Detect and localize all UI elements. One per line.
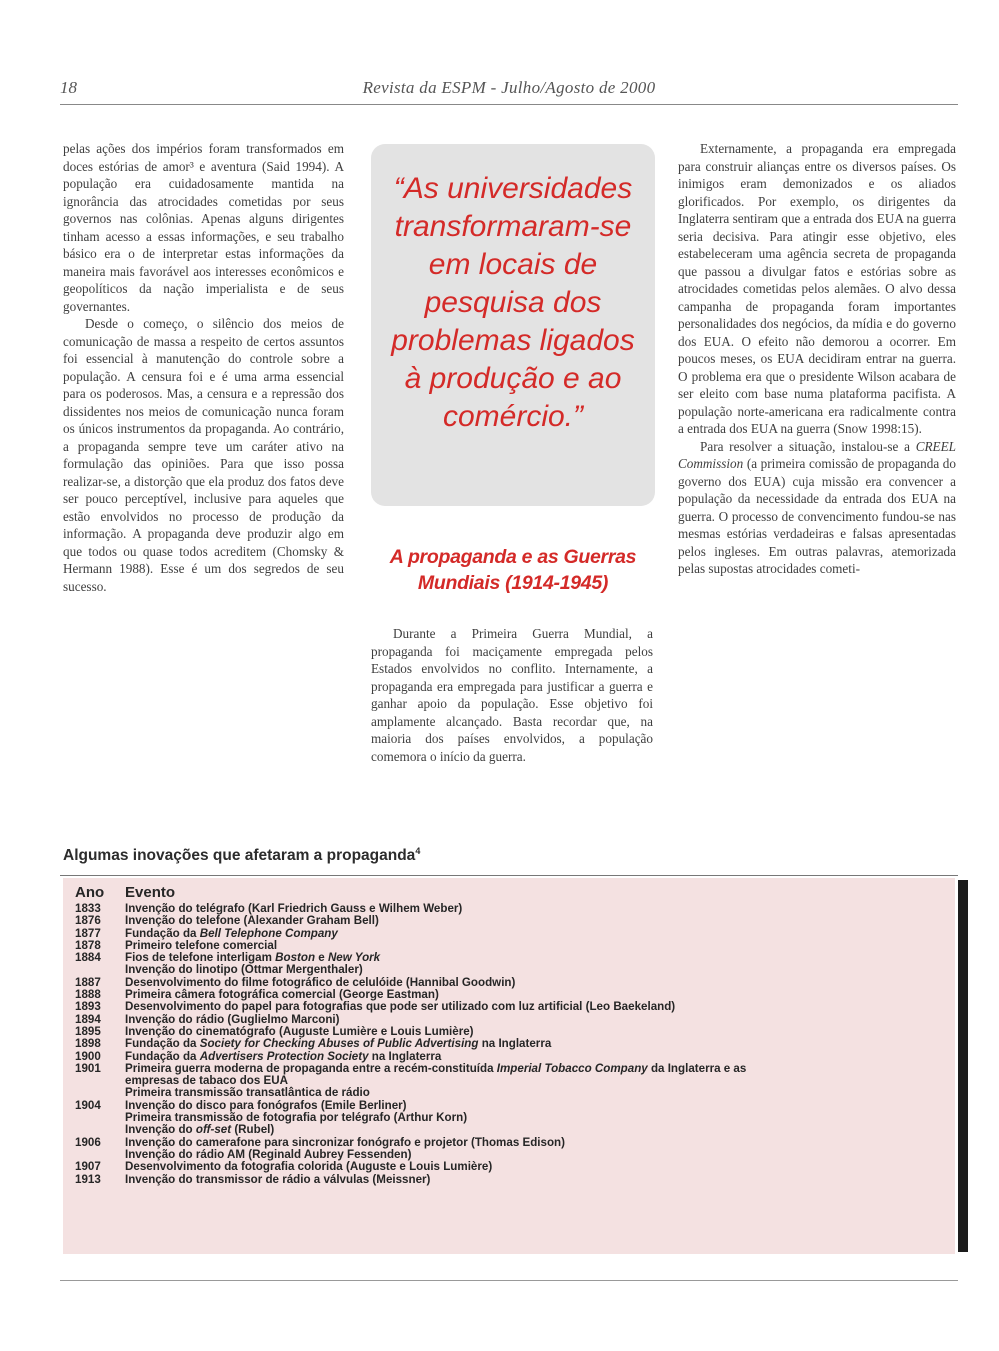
table-side-bar — [958, 880, 968, 1252]
row-year: 1877 — [75, 926, 101, 940]
row-event-line: Primeira transmissão transatlântica de rádio — [125, 1086, 370, 1100]
row-event-line: Primeira guerra moderna de propaganda entre a recém-constituída Imperial Tobacco Company da Inglaterra e as — [125, 1061, 747, 1075]
row-event-line: Fundação da Advertisers Protection Society na Inglaterra — [125, 1049, 442, 1063]
row-event-line: empresas de tabaco dos EUA — [125, 1074, 289, 1088]
row-year: 1876 — [75, 914, 101, 928]
table-row — [75, 1174, 955, 1186]
table-body — [75, 903, 955, 1186]
row-event-line: Invenção do telefone (Alexander Graham Bell) — [125, 914, 379, 928]
page-number: 18 — [60, 78, 77, 97]
row-event-line: Invenção do rádio AM (Reginald Aubrey Fessenden) — [125, 1147, 412, 1161]
row-event-line: Invenção do linotipo (Ottmar Mergenthaler) — [125, 963, 363, 977]
col-header-event: Evento — [125, 884, 176, 901]
footnote-marker: 4 — [415, 846, 421, 856]
row-event-line: Primeira câmera fotográfica comercial (George Eastman) — [125, 988, 439, 1002]
row-event-line: Invenção do cinematógrafo (Auguste Lumière e Louis Lumière) — [125, 1024, 474, 1038]
left-column — [63, 140, 344, 595]
table-title-text: Algumas inovações que afetaram a propaganda — [63, 847, 416, 865]
row-year: 1833 — [75, 902, 101, 915]
row-event-line: Invenção do disco para fonógrafos (Emile Berliner) — [125, 1098, 407, 1112]
journal-title: Revista da ESPM - Julho/Agosto de 2000 — [362, 78, 656, 97]
row-year: 1906 — [75, 1135, 101, 1149]
row-year: 1887 — [75, 975, 101, 989]
middle-column — [371, 625, 653, 765]
pull-quote-text: “As universidades transformaram-se em locais de pesquisa dos problemas ligados à produção e ao comércio.” — [391, 172, 635, 433]
row-year: 1898 — [75, 1037, 101, 1051]
row-year: 1913 — [75, 1172, 101, 1186]
row-event-line: Invenção do camerafone para sincronizar fonógrafo e projetor (Thomas Edison) — [125, 1135, 565, 1149]
row-year: 1878 — [75, 938, 101, 952]
row-event-line: Invenção do transmissor de rádio a válvulas (Meissner) — [125, 1172, 431, 1186]
row-year: 1894 — [75, 1012, 101, 1026]
row-event-line: Fundação da Society for Checking Abuses of Public Advertising na Inglaterra — [125, 1037, 552, 1051]
row-event-line: Invenção do rádio (Guglielmo Marconi) — [125, 1012, 340, 1026]
row-year: 1904 — [75, 1098, 101, 1112]
row-event-line: Fios de telefone interligam Boston e New York — [125, 951, 381, 965]
right-paragraph-2: Para resolver a situação, instalou-se a CREEL Commission (a primeira comissão de propaganda do governo dos EUA) cuja missão era convencer a população da necessidade da entrada dos EUA na guerra. O processo de convencimento fundou-se nas mesmas estórias verdadeiras e falsas apresentadas pelos ingleses. Em outras palavras, atemorizada pelas supostas atrocidades cometi- — [678, 438, 956, 576]
row-year: 1884 — [75, 951, 101, 965]
left-paragraph-2: Desde o começo, o silêncio dos meios de comunicação de massa a respeito de certos assuntos foi essencial à manutenção do controle sobre a população. A censura foi e é uma arma essencial para os poderosos. Mas, a censura e a repressão dos dissidentes nos meios de comunicação nunca foram os únicos instrumentos da propaganda. Ao contrário, a propaganda sempre teve um caráter ativo na formulação das opiniões. Para que isso possa realizar-se, a distorção que ela produz dos fatos deve ser pouco perceptível, inclusive para aqueles que estão envolvidos no processo de produção da informação. A propaganda deve produzir algo em que todos ou quase todos acreditem (Chomsky & Hermann 1988). Esse é um dos segredos de seu sucesso. — [63, 316, 344, 594]
row-event-line: Primeiro telefone comercial — [125, 938, 278, 952]
right-column — [678, 140, 956, 578]
right-paragraph-1: Externamente, a propaganda era empregada para construir alianças entre os diversos países. Os inimigos eram demonizados e os aliados glorificados. Por exemplo, os dirigentes da Inglaterra sentiram que a entrada dos EUA na guerra seria decisiva. Para atingir esse objetivo, eles estabeleceram uma agência secreta de propaganda que passou a divulgar fatos e estórias sobre as atrocidades cometidas pelos alemães. O alvo dessa campanha de propaganda foram importantes personalidades dos negócios, da mídia e do governo dos EUA. O efeito não demorou a ocorrer. Em poucos meses, os EUA decidiram entrar na guerra. O problema era que o presidente Wilson acabara de ser eleito com base numa plataforma pacifista. A população norte-americana era radicalmente contra a entrada dos EUA na guerra (Snow 1998:15). — [678, 141, 956, 436]
table-row — [75, 1161, 955, 1173]
row-year: 1901 — [75, 1061, 101, 1075]
row-event-line: Desenvolvimento do papel para fotografias que pode ser utilizado com luz artificial (Leo Baekeland) — [125, 1000, 676, 1014]
row-year: 1893 — [75, 1000, 101, 1014]
header-divider — [60, 104, 958, 105]
table-row — [75, 1100, 955, 1137]
bottom-rule — [60, 1280, 958, 1281]
row-year: 1907 — [75, 1160, 101, 1174]
row-event-line: Desenvolvimento do filme fotográfico de celulóide (Hannibal Goodwin) — [125, 975, 516, 989]
table-top-rule — [60, 875, 958, 876]
middle-paragraph-1: Durante a Primeira Guerra Mundial, a propaganda foi maciçamente empregada pelos Estados envolvidos no conflito. Internamente, a propaganda era empregada para justificar a guerra e ganhar apoio da população. Esse objetivo foi amplamente alcançado. Basta recordar que, na maioria dos países envolvidos, a população comemora o início da guerra. — [371, 626, 653, 764]
row-event-line: Invenção do off-set (Rubel) — [125, 1123, 275, 1137]
pull-quote-box — [371, 144, 655, 506]
row-event-line: Fundação da Bell Telephone Company — [125, 926, 338, 940]
table-title — [63, 846, 420, 865]
section-heading: A propaganda e as Guerras Mundiais (1914-1945) — [389, 546, 637, 594]
row-event-line: Desenvolvimento da fotografia colorida (Auguste e Louis Lumière) — [125, 1160, 493, 1174]
table-row — [75, 1001, 955, 1013]
row-event-line: Primeira transmissão de fotografia por telégrafo (Arthur Korn) — [125, 1111, 468, 1125]
table-row — [75, 1063, 955, 1100]
row-year: 1900 — [75, 1049, 101, 1063]
row-event-line: Invenção do telégrafo (Karl Friedrich Gauss e Wilhem Weber) — [125, 902, 463, 915]
table-row — [75, 952, 955, 977]
running-header — [60, 78, 958, 102]
left-paragraph-1: pelas ações dos impérios foram transformados em doces estórias de amor³ e aventura (Said 1994). A população era cuidadosamente mantida na ignorância das atrocidades cometidas por seus governos nas colônias. Apenas alguns dirigentes tinham acesso a essas informações, e seu trabalho básico era o de interpretar estas informações da maneira mais favorável aos interesses econômicos e geopolíticos da nação imperialista e de seus governantes. — [63, 141, 344, 314]
row-year: 1888 — [75, 988, 101, 1002]
table-row — [75, 1137, 955, 1162]
col-header-year: Ano — [75, 884, 105, 901]
row-year: 1895 — [75, 1024, 101, 1038]
